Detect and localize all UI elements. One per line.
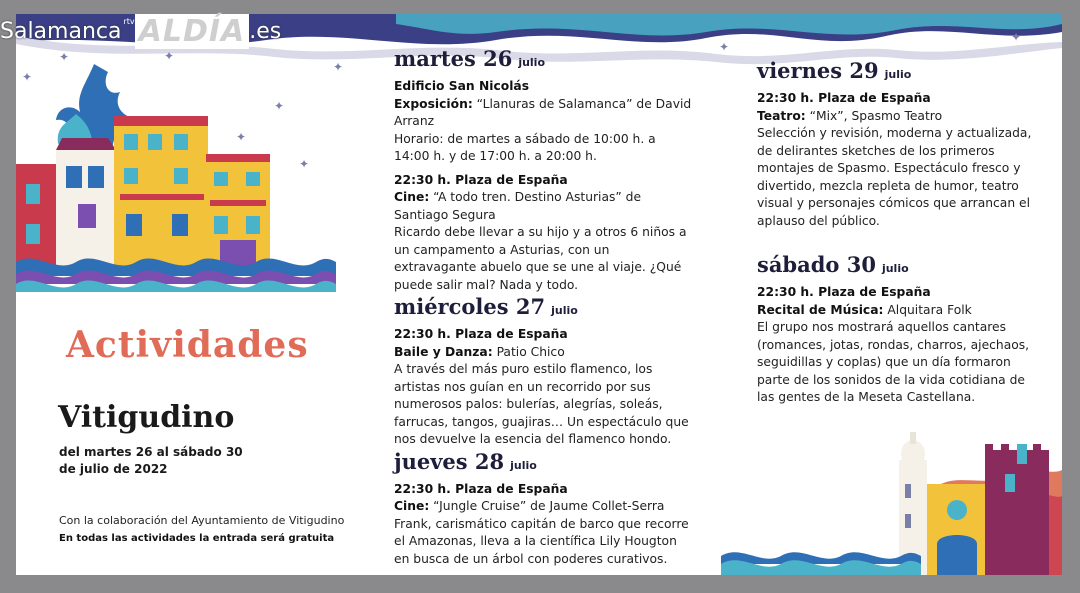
event-title bbox=[394, 498, 694, 516]
day-heading-miercoles bbox=[394, 294, 694, 324]
collaboration-note: Con la colaboración del Ayuntamiento de Vitigudino bbox=[59, 514, 345, 527]
day-name: viernes 29 bbox=[757, 58, 879, 83]
event-venue: 22:30 h. Plaza de España bbox=[394, 481, 568, 496]
month-label: julio bbox=[884, 68, 912, 81]
watermark-left-text: Salamanca bbox=[0, 18, 122, 44]
sparkle-icon: ✦ bbox=[59, 50, 70, 64]
event-description: El grupo nos mostrará aquellos cantares (romances, jotas, rondas, charros, ajechaos, seguidillas y coplas) que un día formaron parte de los sonidos de la vida cotidiana de las gentes de la Meseta Castellana. bbox=[757, 320, 1030, 404]
event-title bbox=[757, 302, 1037, 320]
event-name: “Mix”, Spasmo Teatro bbox=[805, 108, 943, 123]
sparkle-icon: ✦ bbox=[236, 130, 247, 144]
watermark-logo: ALDÍA bbox=[135, 14, 250, 49]
town-buildings-illustration bbox=[16, 54, 336, 304]
sparkle-icon: ✦ bbox=[164, 49, 175, 63]
schedule-column-middle bbox=[394, 46, 694, 568]
event-name: “Llanuras de Salamanca” de David Arranz bbox=[394, 96, 692, 128]
watermark bbox=[0, 14, 281, 48]
event-type: Cine: bbox=[394, 499, 430, 513]
day-name: martes 26 bbox=[394, 46, 513, 71]
town-title: Vitigudino bbox=[58, 400, 235, 435]
sparkle-icon: ✦ bbox=[333, 60, 344, 74]
event-title bbox=[394, 344, 694, 362]
sparkle-icon: ✦ bbox=[274, 99, 285, 113]
event-name: Patio Chico bbox=[492, 344, 565, 359]
event-type: Exposición: bbox=[394, 96, 473, 111]
castle-illustration bbox=[721, 414, 1062, 575]
day-name: jueves 28 bbox=[394, 448, 505, 474]
event-title bbox=[757, 108, 1037, 126]
watermark-suffix: .es bbox=[249, 18, 282, 44]
event-title bbox=[394, 189, 694, 224]
event-description: Selección y revisión, moderna y actualizada, de delirantes sketches de los primeros montajes de Spasmo. Espectáculo fresco y divertido, mezcla repleta de humor, teatro visual y personajes cómicos que arrancan el aplauso del público. bbox=[757, 126, 1032, 228]
day-heading-jueves bbox=[394, 449, 694, 479]
event-venue: Edificio San Nicolás bbox=[394, 79, 530, 93]
sparkle-icon: ✦ bbox=[1011, 30, 1022, 44]
day-name: sábado 30 bbox=[757, 252, 876, 277]
event-description: Frank, carismático capitán de barco que recorre el Amazonas, lleva a la científica Lily Hougton en busca de un árbol con poderes curativos. bbox=[394, 516, 689, 566]
event-description: Horario: de martes a sábado de 10:00 h. a 14:00 h. y de 17:00 h. a 20:00 h. bbox=[394, 131, 656, 163]
sparkle-icon: ✦ bbox=[299, 157, 310, 171]
date-range bbox=[59, 444, 259, 478]
date-range-line: de julio de 2022 bbox=[59, 462, 168, 476]
day-name: miércoles 27 bbox=[394, 294, 546, 319]
month-label: julio bbox=[510, 458, 537, 472]
event-title bbox=[394, 96, 694, 131]
schedule-column-right bbox=[757, 58, 1037, 407]
event-type: Cine: bbox=[394, 190, 430, 204]
event-type: Baile y Danza: bbox=[394, 344, 493, 359]
sparkle-icon: ✦ bbox=[719, 40, 730, 54]
free-entry-note: En todas las actividades la entrada será gratuita bbox=[59, 533, 335, 544]
event-name: Alquitara Folk bbox=[883, 302, 972, 317]
day-heading-martes bbox=[394, 46, 694, 76]
event-venue: 22:30 h. Plaza de España bbox=[757, 91, 931, 105]
event-venue: 22:30 h. Plaza de España bbox=[757, 285, 931, 299]
flyer bbox=[16, 14, 1062, 575]
event-venue: 22:30 h. Plaza de España bbox=[394, 327, 568, 341]
month-label: julio bbox=[881, 262, 909, 275]
event-name: “Jungle Cruise” de Jaume Collet-Serra bbox=[429, 499, 665, 513]
watermark-sup: rtv bbox=[123, 16, 135, 26]
month-label: julio bbox=[518, 56, 546, 69]
event-type: Recital de Música: bbox=[757, 302, 884, 317]
day-heading-viernes bbox=[757, 58, 1037, 88]
event-description: Ricardo debe llevar a su hijo y a otros 6 niños a un campamento a Asturias, con un extravagante abuelo que se une al viaje. ¿Qué puede salir mal? Nada y todo. bbox=[394, 225, 687, 292]
month-label: julio bbox=[551, 304, 578, 317]
activities-heading: Actividades bbox=[66, 324, 309, 366]
event-venue: 22:30 h. Plaza de España bbox=[394, 172, 568, 187]
sparkle-icon: ✦ bbox=[22, 70, 33, 84]
event-description: A través del más puro estilo flamenco, los artistas nos guían en un recorrido por sus numerosos palos: bulerías, alegrías, soleás, farrucas, tangos, guajiras… Un espectáculo que nos devuelve la esencia del flamenco hondo. bbox=[394, 362, 689, 446]
event-name: “A todo tren. Destino Asturias” de Santiago Segura bbox=[394, 190, 642, 222]
date-range-line: del martes 26 al sábado 30 bbox=[59, 445, 243, 459]
event-type: Teatro: bbox=[757, 108, 806, 123]
day-heading-sabado bbox=[757, 252, 1037, 282]
